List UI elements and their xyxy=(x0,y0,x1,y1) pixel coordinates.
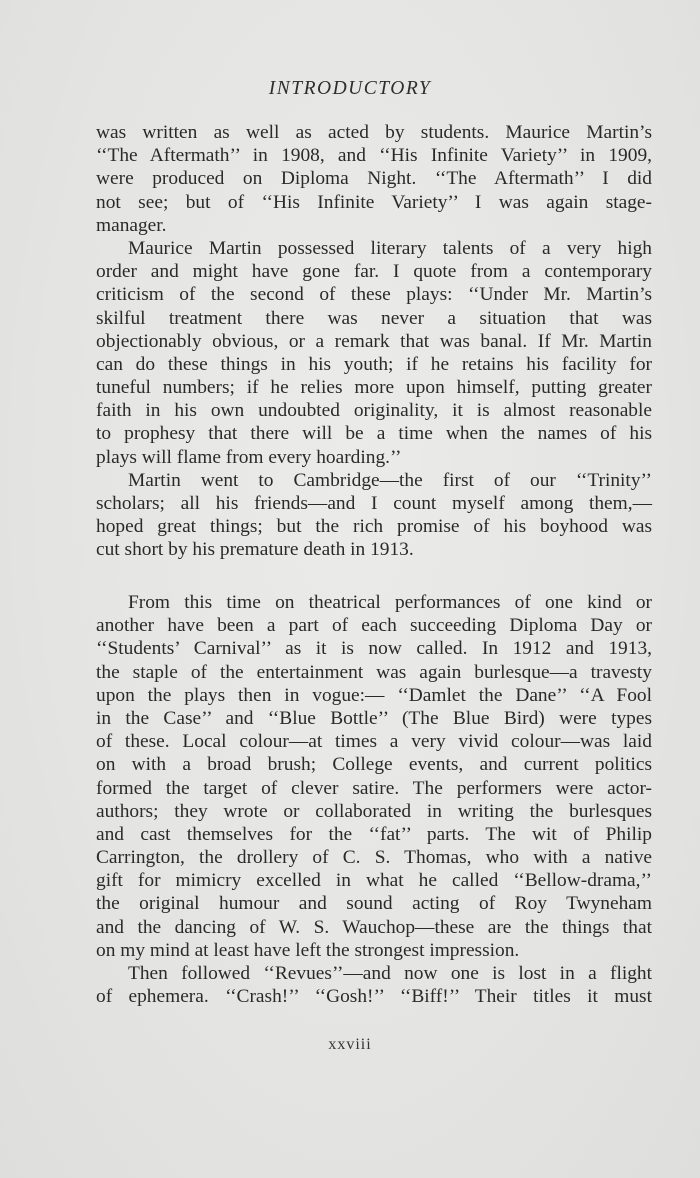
text-line: and the dancing of W. S. Wauchop—these are the things that xyxy=(96,916,652,938)
text-line: objectionably obvious, or a remark that was banal. If Mr. Martin xyxy=(96,330,652,352)
text-line: gift for mimicry excelled in what he called ‘‘Bellow-drama,’’ xyxy=(96,870,652,892)
text-line: criticism of the second of these plays: ‘‘Under Mr. Martin’s xyxy=(96,284,652,306)
text-line: on my mind at least have left the strongest impression. xyxy=(96,939,520,961)
running-header: INTRODUCTORY xyxy=(268,78,432,99)
text-line: was written as well as acted by students. Maurice Martin’s xyxy=(96,122,652,143)
text-line: were produced on Diploma Night. ‘‘The Aftermath’’ I did xyxy=(96,168,652,190)
text-line: faith in his own undoubted originality, it is almost reasonable xyxy=(96,400,652,422)
text-line: Then followed ‘‘Revues’’—and now one is lost in a flight xyxy=(128,963,652,984)
text-line: plays will flame from every hoarding.’’ xyxy=(96,446,402,468)
text-line: ‘‘Students’ Carnival’’ as it is now called. In 1912 and 1913, xyxy=(96,638,652,660)
text-line: the original humour and sound acting of Roy Twyneham xyxy=(96,893,652,915)
page-number: xxviii xyxy=(328,1036,372,1053)
text-line: formed the target of clever satire. The performers were actor- xyxy=(96,777,652,799)
text-line: on with a broad brush; College events, and current politics xyxy=(96,754,652,776)
text-line: authors; they wrote or collaborated in writing the burlesques xyxy=(96,800,652,822)
text-line: Maurice Martin possessed literary talents of a very high xyxy=(128,237,652,259)
text-line: cut short by his premature death in 1913. xyxy=(96,539,414,561)
text-line: scholars; all his friends—and I count myself among them,— xyxy=(96,493,652,514)
text-line: to prophesy that there will be a time when the names of his xyxy=(96,423,652,445)
text-line: another have been a part of each succeeding Diploma Day or xyxy=(96,615,652,637)
text-line: ‘‘The Aftermath’’ in 1908, and ‘‘His Infinite Variety’’ in 1909, xyxy=(96,145,652,167)
text-line: order and might have gone far. I quote from a contemporary xyxy=(96,261,652,283)
text-block-1 xyxy=(96,121,652,562)
text-line: Martin went to Cambridge—the first of our ‘‘Trinity’’ xyxy=(128,469,652,491)
text-line: of ephemera. ‘‘Crash!’’ ‘‘Gosh!’’ ‘‘Biff!’’ Their titles it must xyxy=(96,986,652,1008)
text-line: Carrington, the drollery of C. S. Thomas, who with a native xyxy=(96,847,652,869)
text-line: From this time on theatrical performances of one kind or xyxy=(128,592,652,613)
text-line: tuneful numbers; if he relies more upon himself, putting greater xyxy=(96,377,652,399)
text-block-2 xyxy=(96,591,652,1008)
text-line: upon the plays then in vogue:— ‘‘Damlet the Dane’’ ‘‘A Fool xyxy=(96,684,652,706)
text-line: of these. Local colour—at times a very vivid colour—was laid xyxy=(96,731,652,753)
text-line: the staple of the entertainment was again burlesque—a travesty xyxy=(96,661,652,683)
text-line: and cast themselves for the ‘‘fat’’ parts. The wit of Philip xyxy=(96,823,652,845)
text-line: manager. xyxy=(96,214,167,236)
text-line: hoped great things; but the rich promise of his boyhood was xyxy=(96,516,652,538)
text-line: skilful treatment there was never a situation that was xyxy=(96,307,652,329)
text-line: can do these things in his youth; if he retains his facility for xyxy=(96,353,652,375)
text-line: in the Case’’ and ‘‘Blue Bottle’’ (The Blue Bird) were types xyxy=(96,707,652,729)
text-line: not see; but of ‘‘His Infinite Variety’’ I was again stage- xyxy=(96,191,652,213)
